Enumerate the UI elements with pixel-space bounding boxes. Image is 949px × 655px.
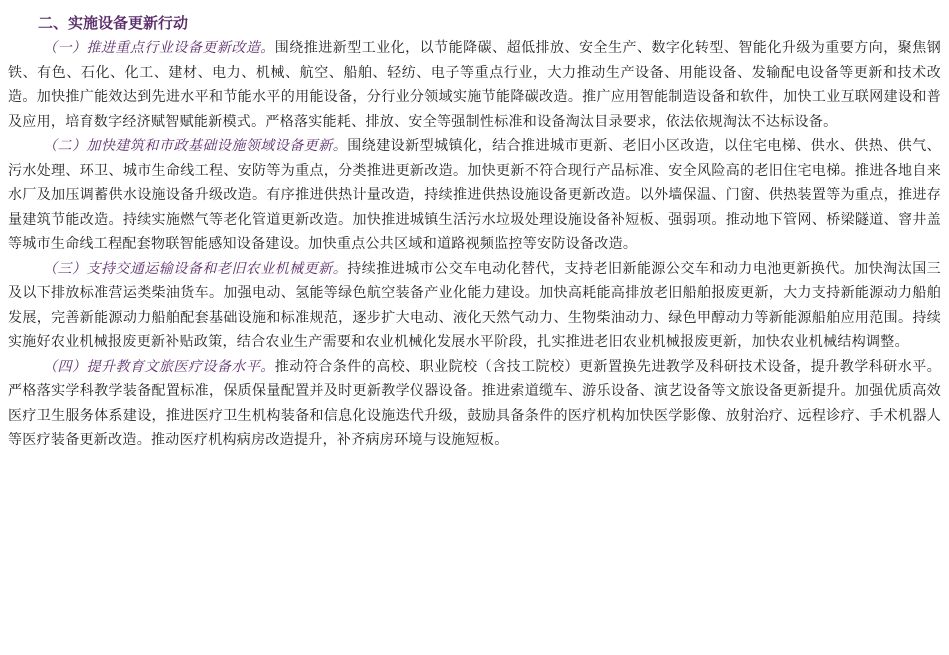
paragraph-education-health	[8, 355, 941, 453]
paragraph-lead: （一）推进重点行业设备更新改造。	[43, 40, 275, 56]
paragraph-transport	[8, 257, 941, 355]
paragraph-text: 推动符合条件的高校、职业院校（含技工院校）更新置换先进教学及科研技术设备，提升教学科研水平。严格落实学科教学装备配置标准，保质保量配置并及时更新教学仪器设备。推进索道缆车、游乐设备、演艺设备等文旅设备更新提升。加强优质高效医疗卫生服务体系建设，推进医疗卫生机构装备和信息化设施迭代升级，鼓励具备条件的医疗机构加快医学影像、放射治疗、远程诊疗、手术机器人等医疗装备更新改造。推动医疗机构病房改造提升，补齐病房环境与设施短板。	[8, 358, 941, 448]
paragraph-lead: （三）支持交通运输设备和老旧农业机械更新。	[43, 260, 348, 277]
paragraph-text: 持续推进城市公交车电动化替代，支持老旧新能源公交车和动力电池更新换代。加快淘汰国三及以下排放标准营运类柴油货车。加强电动、氢能等绿色航空装备产业化能力建设。加快高耗能高排放老旧船舶报废更新，大力支持新能源动力船舶发展，完善新能源动力船舶配套基础设施和标准规范，逐步扩大电动、液化天然气动力、生物柴油动力、绿色甲醇动力等新能源船舶应用范围。持续实施好农业机械报废更新补贴政策，结合农业生产需要和农业机械化发展水平阶段，扎实推进老旧农业机械报废更新，加快农业机械结构调整。	[8, 260, 941, 350]
paragraph-text: 围绕推进新型工业化，以节能降碳、超低排放、安全生产、数字化转型、智能化升级为重要方向，聚焦钢铁、有色、石化、化工、建材、电力、机械、航空、船舶、轻纺、电子等重点行业，大力推动生产设备、用能设备、发输配电设备等更新和技术改造。加快推广能效达到先进水平和节能水平的用能设备，分行业分领域实施节能降碳改造。推广应用智能制造设备和软件，加快工业互联网建设和普及应用，培育数字经济赋智赋能新模式。严格落实能耗、排放、安全等强制性标准和设备淘汰目录要求，依法依规淘汰不达标设备。	[8, 40, 941, 130]
paragraph-lead: （四）提升教育文旅医疗设备水平。	[43, 358, 275, 375]
paragraph-lead: （二）加快建筑和市政基础设施领域设备更新。	[43, 138, 348, 154]
paragraph-buildings	[8, 134, 941, 257]
paragraph-text: 围绕建设新型城镇化，结合推进城市更新、老旧小区改造，以住宅电梯、供水、供热、供气、污水处理、环卫、城市生命线工程、安防等为重点，分类推进更新改造。加快更新不符合现行产品标准、安全风险高的老旧住宅电梯。推进各地自来水厂及加压调蓄供水设施设备升级改造。有序推进供热计量改造，持续推进供热设施设备更新改造。以外墙保温、门窗、供热装置等为重点，推进存量建筑节能改造。持续实施燃气等老化管道更新改造。加快推进城镇生活污水垃圾处理设施设备补短板、强弱项。推动地下管网、桥梁隧道、窨井盖等城市生命线工程配套物联智能感知设备建设。加快重点公共区域和道路视频监控等安防设备改造。	[8, 138, 941, 252]
paragraph-industry	[8, 36, 941, 134]
section-heading: 二、实施设备更新行动	[38, 14, 189, 32]
